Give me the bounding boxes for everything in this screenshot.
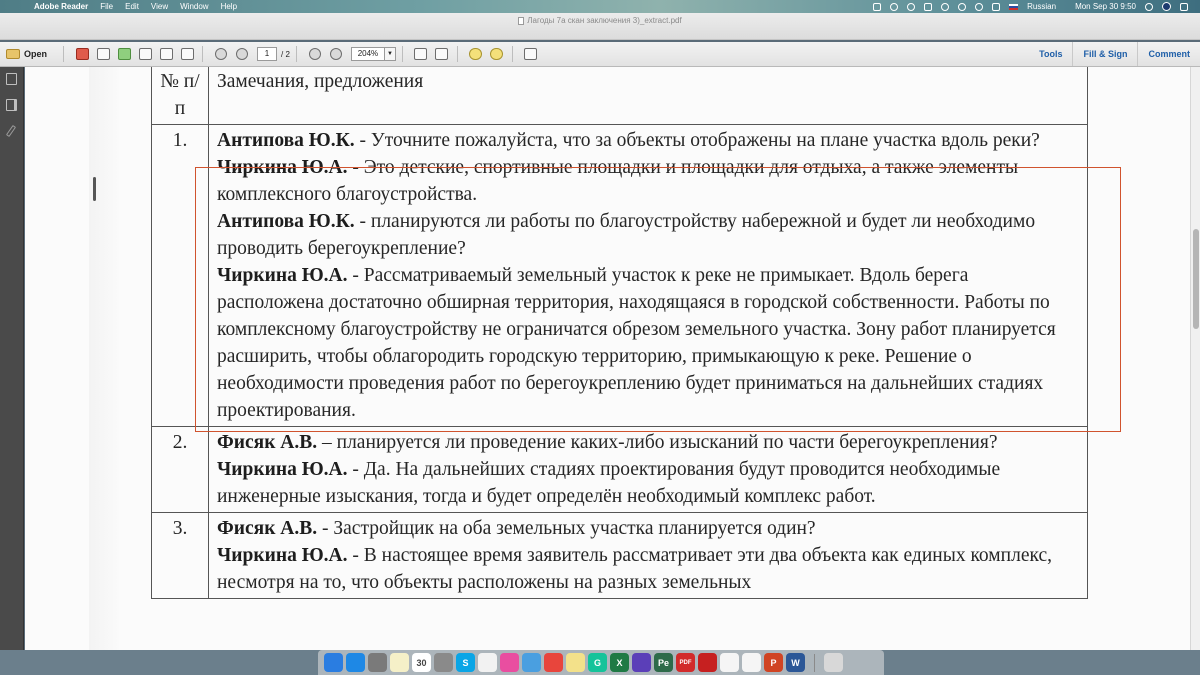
create-pdf-icon xyxy=(76,48,89,60)
scan-shadow xyxy=(89,67,119,650)
trash-icon[interactable] xyxy=(824,653,843,672)
pe-icon[interactable]: Pe xyxy=(654,653,673,672)
mail-icon[interactable] xyxy=(522,653,541,672)
itunes-icon[interactable] xyxy=(500,653,519,672)
email-button[interactable] xyxy=(178,45,196,63)
toolbar-divider xyxy=(457,46,458,62)
minus-icon xyxy=(309,48,321,60)
entry-text: - Уточните пожалуйста, что за объекты отображены на плане участка вдоль реки? xyxy=(354,130,1040,151)
entry xyxy=(217,262,1079,424)
plus-icon xyxy=(330,48,342,60)
entry-text: - планируются ли работы по благоустройству набережной и будет ли необходимо проводить берегоукрепление? xyxy=(217,211,1036,259)
table-row xyxy=(152,125,1088,427)
folder-icon xyxy=(6,49,20,59)
speaker-name: Антипова Ю.К. xyxy=(217,130,355,151)
fill-sign-button[interactable]: Fill & Sign xyxy=(1072,42,1137,66)
menu-edit[interactable]: Edit xyxy=(125,2,139,11)
toolbar-divider xyxy=(63,46,64,62)
row-content xyxy=(209,427,1088,513)
row-number: 1. xyxy=(152,125,209,427)
toolbar xyxy=(0,42,1200,67)
entry-text: - В настоящее время заявитель рассматривает эти два объекта как единых комплекс, несмотря на то, что объекты расположены на разных земельных xyxy=(217,545,1052,593)
table-row xyxy=(152,427,1088,513)
entry xyxy=(217,515,1079,542)
window-title-bar xyxy=(0,13,1200,40)
row-number: 3. xyxy=(152,513,209,599)
toolbar-divider xyxy=(512,46,513,62)
dock-divider xyxy=(814,654,815,672)
scan-artifact xyxy=(93,177,96,201)
speaker-name: Антипова Ю.К. xyxy=(217,211,355,232)
grammarly-icon[interactable]: G xyxy=(588,653,607,672)
battery-icon[interactable] xyxy=(992,3,1000,11)
user-avatar-icon[interactable] xyxy=(1162,2,1171,11)
window-title: Лагоды 7а скан заключения 3)_extract.pdf xyxy=(527,16,682,25)
cloud-upload-icon xyxy=(118,48,131,60)
create-pdf-button[interactable] xyxy=(73,45,91,63)
page-total: / 2 xyxy=(281,49,290,59)
powerpoint-icon[interactable]: P xyxy=(764,653,783,672)
tools-button[interactable]: Tools xyxy=(1039,49,1063,59)
entry-text: - Рассматриваемый земельный участок к реке не примыкает. Вдоль берега расположена достаточно обширная территория, находящаяся в городской собственности. Работы по комплексному благоустройству не ограничатся обрезом земельного участка. Зону работ планируется расширить, чтобы облагородить городскую территорию, примыкающую к реке. Решение о необходимости проведения работ по берегоукреплению будет приниматься на дальнейших стадиях проектирования. xyxy=(217,265,1056,421)
notification-center-icon[interactable] xyxy=(1180,3,1188,11)
toolbar-divider xyxy=(202,46,203,62)
entry xyxy=(217,127,1079,154)
word-icon[interactable]: W xyxy=(786,653,805,672)
dock xyxy=(318,650,884,675)
zoom-dropdown-button[interactable]: ▼ xyxy=(385,47,396,61)
desktop-strip xyxy=(0,650,1200,675)
entry-text: - Застройщик на оба земельных участка планируется один? xyxy=(317,518,816,539)
entry xyxy=(217,429,1079,456)
notes-icon[interactable] xyxy=(390,653,409,672)
acrobat-icon[interactable] xyxy=(698,653,717,672)
menu-file[interactable]: File xyxy=(100,2,114,11)
highlighter-icon xyxy=(490,48,503,60)
print-button[interactable] xyxy=(157,45,175,63)
menu-bar xyxy=(0,0,1200,13)
status-area xyxy=(873,2,1188,11)
row-content xyxy=(209,125,1088,427)
speaker-name: Фисяк А.В. xyxy=(217,432,318,453)
speaker-name: Чиркина Ю.А. xyxy=(217,157,348,178)
edit-pdf-button[interactable] xyxy=(94,45,112,63)
toolbar-right-panel-links xyxy=(1029,42,1200,66)
full-screen-button[interactable] xyxy=(433,45,451,63)
fit-page-button[interactable] xyxy=(412,45,430,63)
safari-icon[interactable] xyxy=(346,653,365,672)
header-notes-cell: Замечания, предложения xyxy=(209,67,1088,125)
document-viewport[interactable] xyxy=(25,67,1190,650)
toolbar-divider xyxy=(402,46,403,62)
display-icon[interactable] xyxy=(924,3,932,11)
zoom-in-button[interactable] xyxy=(327,45,345,63)
print-icon xyxy=(160,48,173,60)
speaker-name: Чиркина Ю.А. xyxy=(217,265,348,286)
sync-icon[interactable] xyxy=(890,3,898,11)
speaker-name: Фисяк А.В. xyxy=(217,518,318,539)
page-thumbnails-icon[interactable] xyxy=(6,73,17,85)
launchpad-icon[interactable] xyxy=(368,653,387,672)
upload-cloud-button[interactable] xyxy=(115,45,133,63)
excel-icon[interactable]: X xyxy=(610,653,629,672)
comment-button[interactable] xyxy=(467,45,485,63)
menu-view[interactable]: View xyxy=(150,2,169,11)
expand-icon xyxy=(524,48,537,60)
calendar-icon[interactable]: 30 xyxy=(412,653,431,672)
time-machine-icon[interactable] xyxy=(941,3,949,11)
save-button[interactable] xyxy=(136,45,154,63)
row-content xyxy=(209,513,1088,599)
clock[interactable]: Mon Sep 30 9:50 xyxy=(1075,2,1136,11)
speaker-name: Чиркина Ю.А. xyxy=(217,545,348,566)
expand-button[interactable] xyxy=(522,45,540,63)
document-icon[interactable] xyxy=(742,653,761,672)
dropbox-icon[interactable] xyxy=(873,3,881,11)
vertical-scrollbar[interactable] xyxy=(1190,67,1200,650)
wifi-icon[interactable] xyxy=(975,3,983,11)
entry xyxy=(217,154,1079,208)
email-icon xyxy=(181,48,194,60)
header-number-cell: № п/п xyxy=(152,67,209,125)
app-menu[interactable]: Adobe Reader xyxy=(34,2,89,11)
speaker-name: Чиркина Ю.А. xyxy=(217,459,348,480)
open-button[interactable] xyxy=(6,45,57,63)
entry xyxy=(217,542,1079,596)
entry-text: – планируется ли проведение каких-либо изысканий по части берегоукрепления? xyxy=(317,432,998,453)
toolbar-divider xyxy=(296,46,297,62)
russian-flag-icon[interactable] xyxy=(1009,4,1018,10)
speech-bubble-icon xyxy=(469,48,482,60)
open-label: Open xyxy=(24,49,48,59)
entry-text: - Да. На дальнейших стадиях проектирования будут проводится необходимые инженерные изыскания, тогда и будет определён необходимый комплекс работ. xyxy=(217,459,1001,507)
zoom-out-button[interactable] xyxy=(306,45,324,63)
volume-icon[interactable] xyxy=(958,3,966,11)
entry xyxy=(217,456,1079,510)
full-screen-icon xyxy=(435,48,448,60)
next-page-button[interactable] xyxy=(233,45,251,63)
row-number: 2. xyxy=(152,427,209,513)
navigation-pane xyxy=(0,67,24,650)
search-icon[interactable] xyxy=(1145,3,1153,11)
stickies-icon[interactable] xyxy=(566,653,585,672)
finder-icon[interactable] xyxy=(324,653,343,672)
input-language[interactable]: Russian xyxy=(1027,2,1057,11)
bookmarks-icon[interactable] xyxy=(6,99,17,111)
page-number-input[interactable]: 1 xyxy=(257,47,277,61)
notes-table xyxy=(151,67,1088,599)
edit-pdf-icon xyxy=(97,48,110,60)
photos-icon[interactable] xyxy=(478,653,497,672)
pdf-icon[interactable]: PDF xyxy=(676,653,695,672)
pdf-page xyxy=(25,67,1190,650)
arrow-down-icon xyxy=(236,48,248,60)
skype-icon[interactable]: S xyxy=(456,653,475,672)
signatures-icon[interactable] xyxy=(6,125,16,137)
scrollbar-thumb[interactable] xyxy=(1193,229,1199,329)
entry-text: - Это детские, спортивные площадки и площадки для отдыха, а также элементы комплексного благоустройства. xyxy=(217,157,1019,205)
numbers-icon[interactable] xyxy=(720,653,739,672)
zoom-input[interactable]: 204% xyxy=(351,47,385,61)
system-preferences-icon[interactable] xyxy=(434,653,453,672)
table-header-row xyxy=(152,67,1088,125)
save-icon xyxy=(139,48,152,60)
entry xyxy=(217,208,1079,262)
fit-page-icon xyxy=(414,48,427,60)
previous-page-button[interactable] xyxy=(212,45,230,63)
cloud-icon[interactable] xyxy=(907,3,915,11)
pdf-document-icon xyxy=(518,17,524,25)
highlight-button[interactable] xyxy=(488,45,506,63)
arrow-up-icon xyxy=(215,48,227,60)
menu-window[interactable]: Window xyxy=(180,2,209,11)
comment-panel-button[interactable]: Comment xyxy=(1137,42,1200,66)
edge-icon[interactable] xyxy=(632,653,651,672)
table-row xyxy=(152,513,1088,599)
menu-help[interactable]: Help xyxy=(220,2,238,11)
chrome-icon[interactable] xyxy=(544,653,563,672)
